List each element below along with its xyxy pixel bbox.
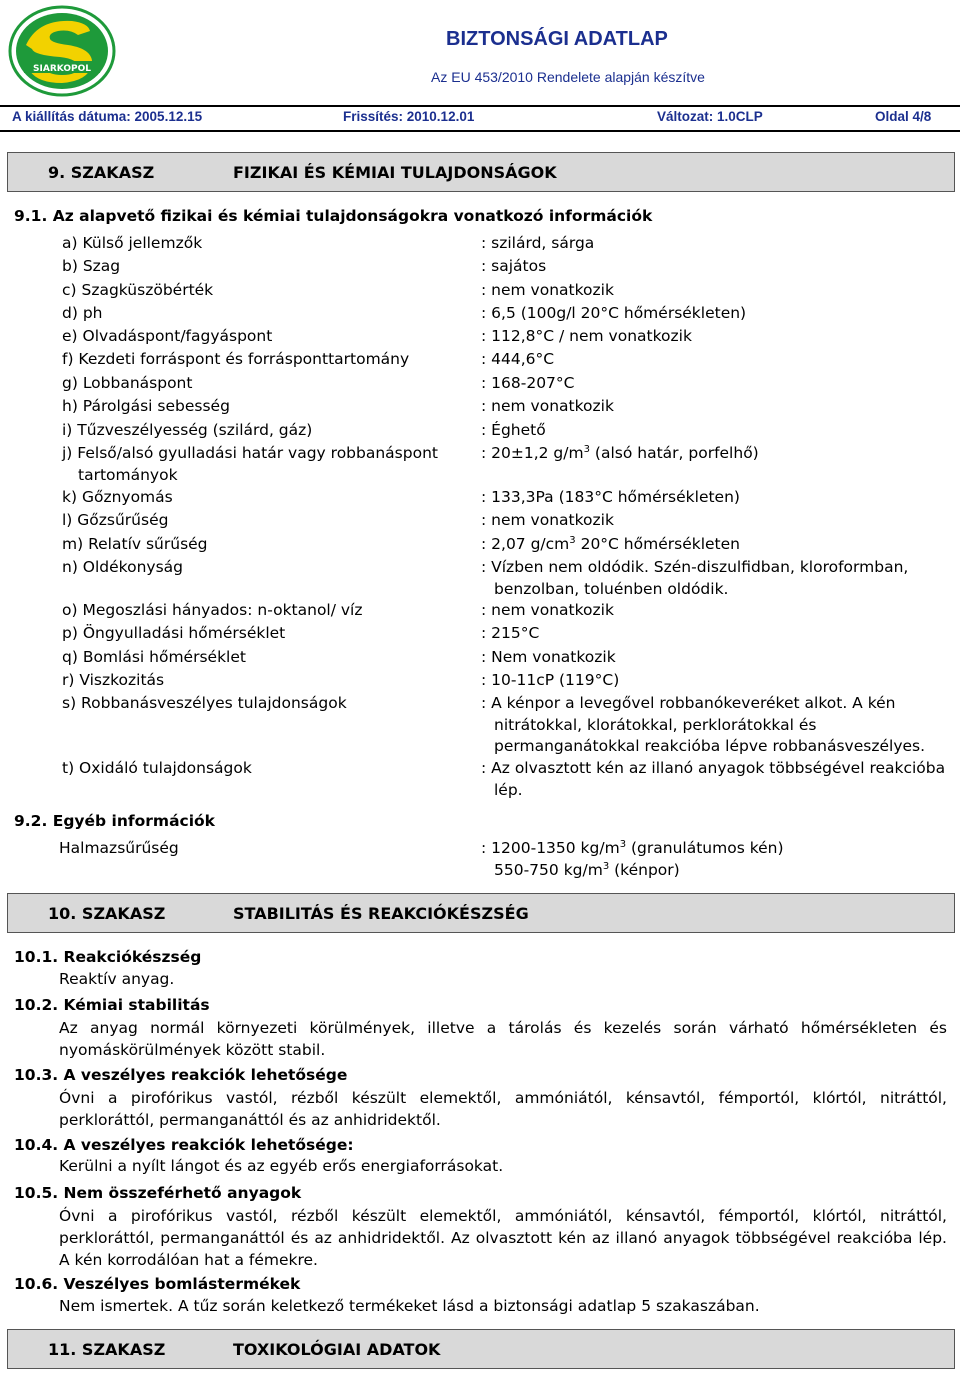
property-label: e) Olvadáspont/fagyáspont: [62, 327, 273, 345]
header-rule-bottom: [0, 130, 960, 132]
subsection-text: Reaktív anyag.: [59, 970, 175, 988]
property-label: o) Megoszlási hányados: n-oktanol/ víz: [62, 601, 363, 619]
property-value: : 215°C: [481, 624, 540, 642]
property-value: : 112,8°C / nem vonatkozik: [481, 327, 692, 345]
bulk-density-value-continued: 550-750 $kg/m^3$ (kénpor): [494, 860, 680, 879]
property-value: : 444,6°C: [481, 350, 555, 368]
property-label-continued: tartományok: [78, 466, 178, 484]
section-9-header: [7, 152, 955, 192]
property-label: t) Oxidáló tulajdonságok: [62, 759, 252, 777]
property-label: b) Szag: [62, 257, 121, 275]
revision-date: Frissítés: 2010.12.01: [343, 109, 475, 124]
property-value: : 6,5 (100g/l 20°C hőmérsékleten): [481, 304, 747, 322]
header-rule-top: [0, 105, 960, 107]
logo-lettering: SIARKOPOL: [33, 64, 91, 74]
section-title: STABILITÁS ÉS REAKCIÓKÉSZSÉG: [233, 904, 529, 923]
subsection-text: Kerülni a nyílt lángot és az egyéb erős energiaforrásokat.: [59, 1157, 504, 1175]
property-value: : A kénpor a levegővel robbanókeveréket alkot. A kén: [481, 694, 896, 712]
subsection-heading: 10.2. Kémiai stabilitás: [14, 996, 210, 1014]
property-label: q) Bomlási hőmérséklet: [62, 648, 246, 666]
subsection-heading: 10.1. Reakciókészség: [14, 948, 202, 966]
property-value: : 168-207°C: [481, 374, 575, 392]
property-value: : sajátos: [481, 257, 547, 275]
property-label: j) Felső/alsó gyulladási határ vagy robbanáspont: [62, 444, 438, 462]
property-value: : Az olvasztott kén az illanó anyagok többségével reakcióba: [481, 759, 946, 777]
bulk-density-value: : 1200-1350 $kg/m^3$ (granulátumos kén): [481, 838, 784, 857]
subsection-text: Óvni a pirofórikus vastól, rézből készült elemektől, ammóniától, kénsavtól, fémportól, klórtól, nitráttól, perkloráttól, permanganáttól és az anhidridektől.: [59, 1089, 947, 1129]
subsection-heading: 10.5. Nem összeférhető anyagok: [14, 1184, 302, 1202]
property-value-continued: permanganátokkal reakcióba lépve robbanásveszélyes.: [494, 737, 926, 755]
section-number: 11. SZAKASZ: [48, 1340, 166, 1359]
property-value: : 20±1,2 $g/m^3$ (alsó határ, porfelhő): [481, 443, 759, 462]
subsection-text: Nem ismertek. A tűz során keletkező termékeket lásd a biztonsági adatlap 5 szakaszában.: [59, 1297, 760, 1315]
property-value-continued: nitrátokkal, klorátokkal, perklorátokkal és: [494, 716, 817, 734]
subsection-text: Az anyag normál környezeti körülmények, illetve a tárolás és kezelés során várható hőmérsékleten és nyomáskörülmények között stabil.: [59, 1019, 947, 1059]
property-label: k) Gőznyomás: [62, 488, 173, 506]
property-label: r) Viszkozitás: [62, 671, 165, 689]
document-title: BIZTONSÁGI ADATLAP: [446, 28, 668, 50]
section-10-header: [7, 893, 955, 933]
property-value: : Éghető: [481, 421, 546, 439]
property-label: p) Öngyulladási hőmérséklet: [62, 624, 286, 642]
property-label: a) Külső jellemzők: [62, 234, 203, 252]
property-label: n) Oldékonyság: [62, 558, 183, 576]
property-label: g) Lobbanáspont: [62, 374, 193, 392]
section-title: FIZIKAI ÉS KÉMIAI TULAJDONSÁGOK: [233, 163, 557, 182]
property-value-continued: benzolban, toluénben oldódik.: [494, 580, 729, 598]
property-label: f) Kezdeti forráspont és forrásponttartomány: [62, 350, 410, 368]
property-value-continued: lép.: [494, 781, 523, 799]
property-value: : nem vonatkozik: [481, 397, 614, 415]
property-value: : szilárd, sárga: [481, 234, 595, 252]
property-value: : Vízben nem oldódik. Szén-diszulfidban, kloroformban,: [481, 558, 909, 576]
section-11-header: [7, 1329, 955, 1369]
siarkopol-logo: [8, 5, 116, 97]
subsection-heading: 9.2. Egyéb információk: [14, 812, 215, 830]
subsection-heading: 9.1. Az alapvető fizikai és kémiai tulajdonságokra vonatkozó információk: [14, 207, 653, 225]
bulk-density-label: Halmazsűrűség: [59, 839, 179, 857]
property-value: : nem vonatkozik: [481, 511, 614, 529]
subsection-heading: 10.4. A veszélyes reakciók lehetősége:: [14, 1136, 354, 1154]
property-label: m) Relatív sűrűség: [62, 535, 208, 553]
section-number: 9. SZAKASZ: [48, 163, 155, 182]
property-label: h) Párolgási sebesség: [62, 397, 230, 415]
subsection-text: Óvni a pirofórikus vastól, rézből készült elemektől, ammóniától, kénsavtól, fémportól, klórtól, nitráttól, perkloráttól, permanganáttól és az anhidridektől. Az olvasztott kén az illanó anyagok többségével reakcióba lép. A kén korrodálóan hat a fémekre.: [59, 1207, 947, 1269]
subsection-heading: 10.3. A veszélyes reakciók lehetősége: [14, 1066, 348, 1084]
issue-date: A kiállítás dátuma: 2005.12.15: [12, 109, 203, 124]
property-label: d) ph: [62, 304, 103, 322]
property-value: : Nem vonatkozik: [481, 648, 616, 666]
property-label: s) Robbanásveszélyes tulajdonságok: [62, 694, 347, 712]
property-value: : 2,07 $g/cm^3$ 20°C hőmérsékleten: [481, 534, 740, 553]
property-value: : 10-11cP (119°C): [481, 671, 620, 689]
property-value: : nem vonatkozik: [481, 601, 614, 619]
property-label: c) Szagküszöbérték: [62, 281, 214, 299]
section-number: 10. SZAKASZ: [48, 904, 166, 923]
page-number: Oldal 4/8: [875, 109, 932, 124]
section-title: TOXIKOLÓGIAI ADATOK: [233, 1340, 441, 1359]
property-label: i) Tűzveszélyesség (szilárd, gáz): [62, 421, 313, 439]
document-subtitle: Az EU 453/2010 Rendelete alapján készítve: [431, 69, 705, 85]
property-value: : 133,3Pa (183°C hőmérsékleten): [481, 488, 740, 506]
version: Változat: 1.0CLP: [657, 109, 763, 124]
subsection-heading: 10.6. Veszélyes bomlástermékek: [14, 1275, 301, 1293]
property-label: l) Gőzsűrűség: [62, 511, 169, 529]
property-value: : nem vonatkozik: [481, 281, 614, 299]
